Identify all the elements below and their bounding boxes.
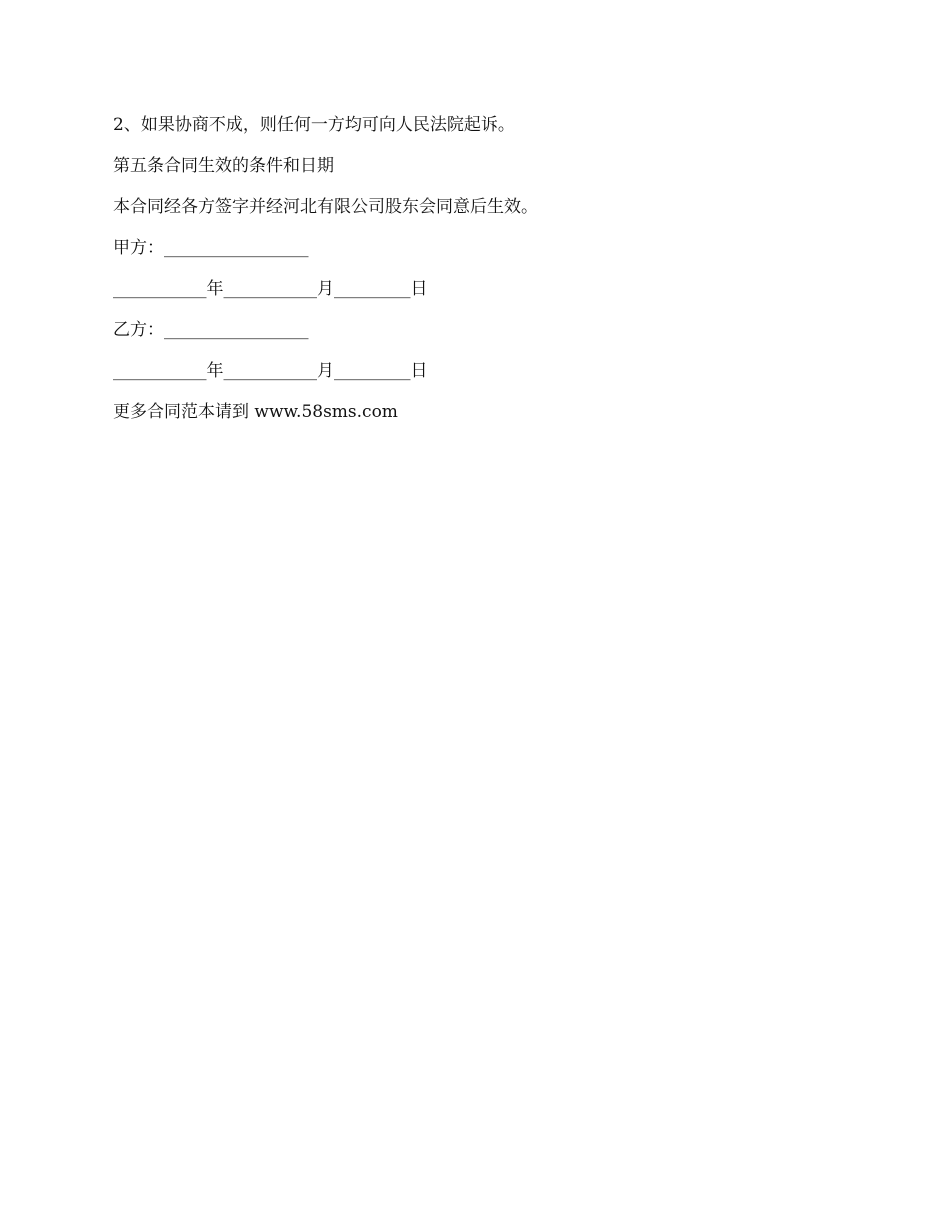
effectiveness-clause-text: 本合同经各方签字并经河北有限公司股东会同意后生效。 [113,197,538,217]
party-b-date-text: ___________年___________月_________日 [113,361,428,381]
dispute-clause-text: 2、如果协商不成，则任何一方均可向人民法院起诉。 [113,115,515,135]
effectiveness-clause [113,194,853,235]
article-5-heading-text: 第五条合同生效的条件和日期 [113,156,334,176]
party-b-date-line [113,358,853,399]
party-a-signature-line [113,235,853,276]
document-body [113,112,853,440]
more-templates-note [113,399,853,440]
party-a-date-text: ___________年___________月_________日 [113,279,428,299]
article-5-heading [113,153,853,194]
party-a-date-line [113,276,853,317]
party-b-signature-line [113,317,853,358]
more-templates-text: 更多合同范本请到 www.58sms.com [113,402,398,422]
party-a-signature-text: 甲方：_________________ [113,238,309,258]
party-b-signature-text: 乙方：_________________ [113,320,309,340]
dispute-clause-item-2 [113,112,853,153]
